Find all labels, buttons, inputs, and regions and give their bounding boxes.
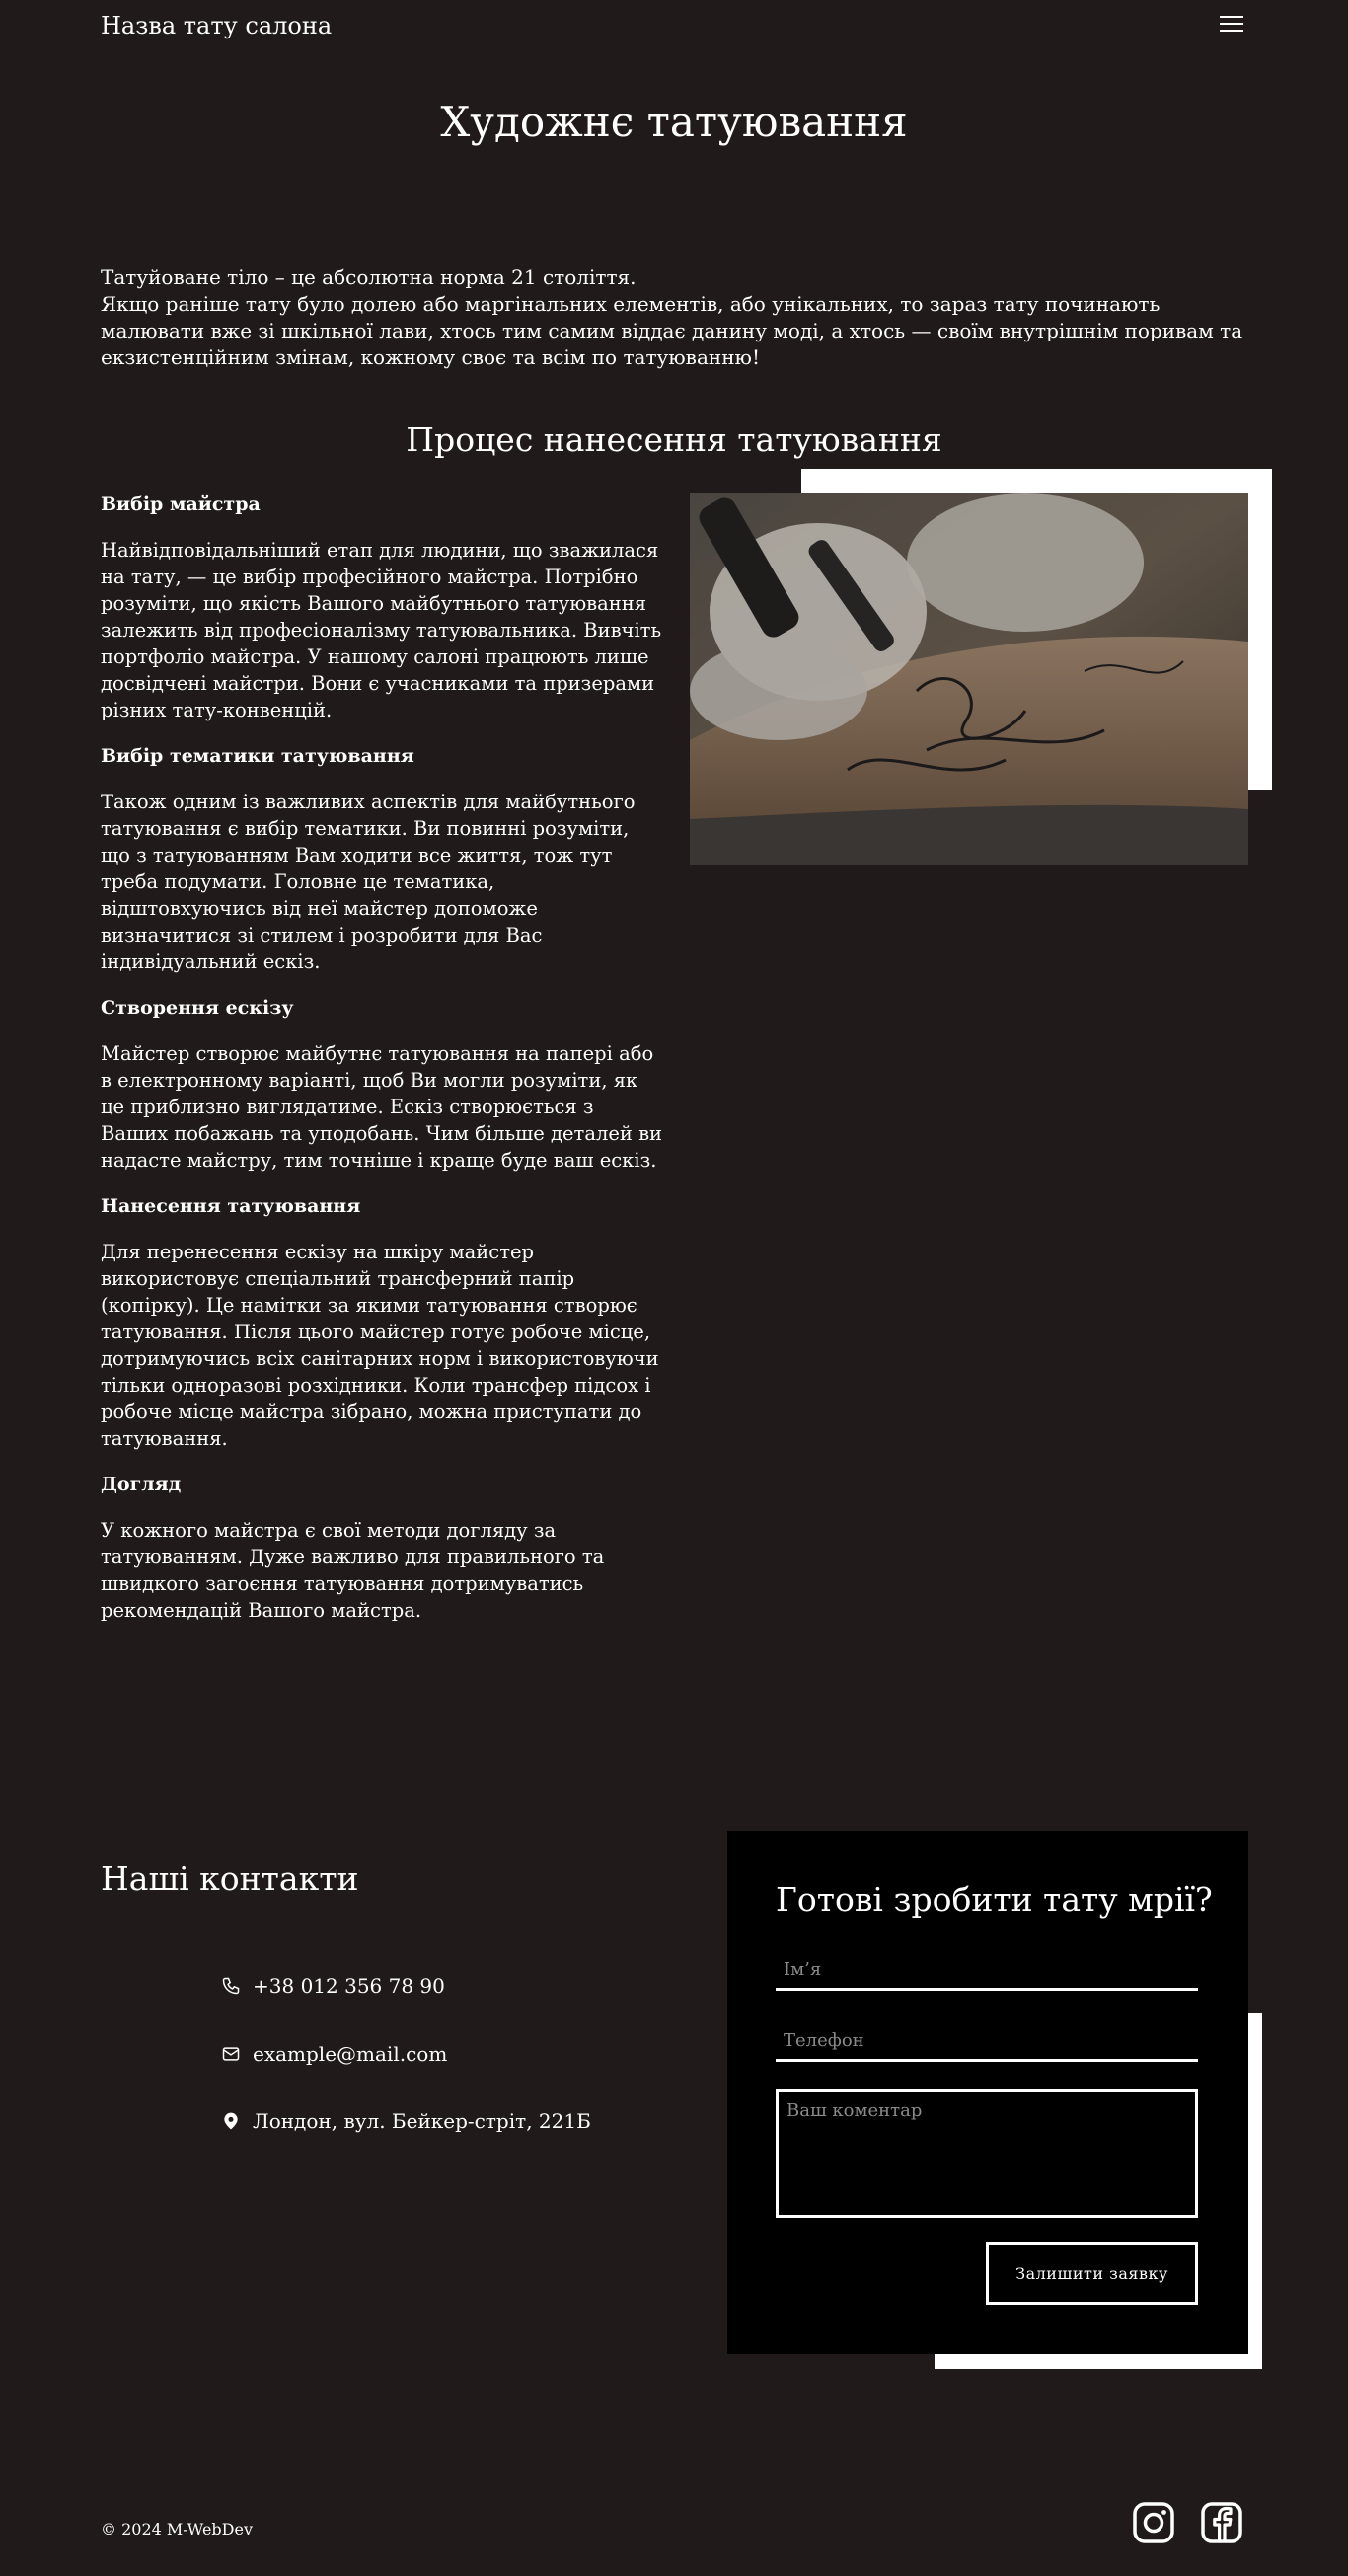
- process-steps: [101, 492, 663, 1643]
- contacts-title: Наші контакти: [101, 1859, 359, 1898]
- page-title: Художнє татуювання: [440, 98, 908, 146]
- location-pin-icon: [221, 2111, 241, 2131]
- step-text: У кожного майстра є свої методи догляду за татуюванням. Дуже важливо для правильного та швидкого загоєння татуювання дотримуватись рекомендацій Вашого майстра.: [101, 1519, 605, 1622]
- address-text: Лондон, вул. Бейкер-стріт, 221Б: [253, 2109, 591, 2133]
- facebook-icon[interactable]: [1200, 2501, 1243, 2544]
- step-text: Також одним із важливих аспектів для майбутнього татуювання є вибір тематики. Ви повинні розуміти, що з татуюванням Вам ходити все життя, тож тут треба подумати. Головне це тематика, відштовхуючись від неї майстер допоможе визначитися зі стилем і розробити для Вас індивідуальний ескіз.: [101, 791, 636, 973]
- contact-phone[interactable]: [221, 1972, 445, 2000]
- step-title: Вибір тематики татуювання: [101, 745, 414, 767]
- intro-line-1: Татуйоване тіло – це абсолютна норма 21 століття.: [101, 265, 637, 289]
- step-text: Найвідповідальніший етап для людини, що зважилася на тату, — це вибір професійного майстра. Потрібно розуміти, що якість Вашого майбутнього татуювання залежить від професіоналізму татуювальника. Вивчіть портфоліо майстра. У нашому салоні працюють лише досвідчені майстри. Вони є учасниками та призерами різних тату-конвенцій.: [101, 539, 662, 721]
- site-title[interactable]: Назва тату салона: [101, 12, 333, 39]
- form-title: Готові зробити тату мрії?: [776, 1880, 1213, 1919]
- instagram-icon[interactable]: [1132, 2501, 1175, 2544]
- phone-icon: [221, 1976, 241, 1996]
- tattoo-photo-illustration: [690, 493, 1248, 865]
- contact-address: [221, 2107, 591, 2135]
- step-title: Догляд: [101, 1474, 182, 1495]
- intro-line-2: Якщо раніше тату було долею або маргінальних елементів, або унікальних, то зараз тату починають малювати вже зі шкільної лави, хтось тим самим віддає данину моді, а хтось — своїм внутрішнім поривам та екзистенційним змінам, кожному своє та всім по татуюванню!: [101, 292, 1243, 369]
- step-text: Майстер створює майбутнє татуювання на папері або в електронному варіанті, щоб Ви могли розуміти, як це приблизно виглядатиме. Ескіз створюється з Ваших побажань та уподобань. Чим більше деталей ви надасте майстру, тим точніше і краще буде ваш ескіз.: [101, 1042, 663, 1172]
- comment-textarea[interactable]: [776, 2089, 1198, 2218]
- submit-request-button[interactable]: Залишити заявку: [986, 2242, 1198, 2305]
- tattoo-process-photo: [690, 493, 1248, 865]
- copyright: © 2024 M-WebDev: [101, 2520, 253, 2538]
- hamburger-menu-icon[interactable]: [1220, 16, 1243, 36]
- process-title: Процес нанесення татуювання: [406, 420, 942, 459]
- step-title: Вибір майстра: [101, 493, 261, 515]
- step-text: Для перенесення ескізу на шкіру майстер використовує спеціальний трансферний папір (копірку). Це намітки за якими татуювання створює татуювання. Після цього майстер готує робоче місце, дотримуючись всіх санітарних норм і використовуючи тільки одноразові розхідники. Коли трансфер підсох і робоче місце майстра зібрано, можна приступати до татуювання.: [101, 1241, 659, 1450]
- contact-email[interactable]: [221, 2040, 447, 2068]
- step-title: Створення ескізу: [101, 997, 294, 1019]
- step-title: Нанесення татуювання: [101, 1195, 361, 1217]
- name-input[interactable]: [776, 1951, 1198, 1991]
- mail-icon: [221, 2044, 241, 2064]
- phone-input[interactable]: [776, 2022, 1198, 2062]
- email-address[interactable]: example@mail.com: [253, 2042, 448, 2066]
- phone-number[interactable]: +38 012 356 78 90: [253, 1974, 445, 1998]
- intro-text: [101, 265, 1255, 371]
